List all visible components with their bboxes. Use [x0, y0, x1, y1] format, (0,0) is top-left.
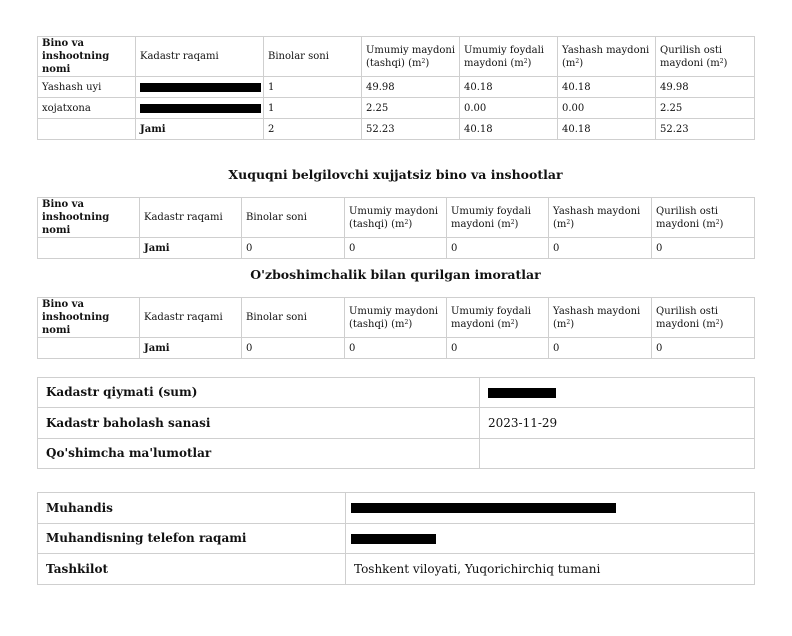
total-count: 0	[242, 338, 345, 359]
cell-footprint: 2.25	[656, 98, 755, 119]
header-footprint: Qurilish osti maydoni $(m^2)$	[652, 198, 755, 238]
cell-total: 49.98	[362, 77, 460, 98]
total-label: Jami	[140, 338, 242, 359]
table-row	[38, 98, 755, 119]
organization-label: Tashkilot	[38, 554, 346, 585]
cell-useful: 0.00	[460, 98, 558, 119]
header-footprint: Qurilish osti maydoni $(m^2)$	[656, 37, 755, 77]
total-label: Jami	[136, 119, 264, 140]
cell-living: 0.00	[558, 98, 656, 119]
total-living: 0	[549, 338, 652, 359]
header-footprint: Qurilish osti maydoni $(m^2)$	[652, 298, 755, 338]
header-total-area: Umumiy maydoni (tashqi) $(m^2)$	[362, 37, 460, 77]
table-header-row	[38, 37, 755, 77]
info-row	[38, 408, 755, 439]
header-name: Bino va inshootning nomi	[38, 198, 140, 238]
total-total: 0	[345, 338, 447, 359]
cadastre-value-label: Kadastr qiymati (sum)	[38, 378, 480, 408]
total-total: 0	[345, 238, 447, 259]
header-useful-area: Umumiy foydali maydoni $(m^2)$	[447, 298, 549, 338]
total-total: 52.23	[362, 119, 460, 140]
cell-footprint: 49.98	[656, 77, 755, 98]
engineer-phone-label: Muhandisning telefon raqami	[38, 524, 346, 554]
cell-kadastr-redacted	[136, 77, 264, 98]
table-header-row	[38, 298, 755, 338]
cadastre-value-redacted	[480, 378, 755, 408]
info-row	[38, 554, 755, 585]
header-name: Bino va inshootning nomi	[38, 37, 136, 77]
header-living-area: Yashash maydoni $(m^2)$	[549, 198, 652, 238]
table-row	[38, 77, 755, 98]
total-label: Jami	[140, 238, 242, 259]
extra-info-value	[480, 439, 755, 469]
header-useful-area: Umumiy foydali maydoni $(m^2)$	[460, 37, 558, 77]
info-row	[38, 378, 755, 408]
total-living: 0	[549, 238, 652, 259]
table-total-row	[38, 238, 755, 259]
total-count: 2	[264, 119, 362, 140]
cadastre-date-label: Kadastr baholash sanasi	[38, 408, 480, 439]
info-row	[38, 524, 755, 554]
total-useful: 0	[447, 338, 549, 359]
total-living: 40.18	[558, 119, 656, 140]
cell-name: Yashash uyi	[38, 77, 136, 98]
cell-count: 1	[264, 98, 362, 119]
section-title-unauthorized: O'zboshimchalik bilan qurilgan imoratlar	[250, 267, 541, 282]
total-useful: 0	[447, 238, 549, 259]
header-total-area: Umumiy maydoni (tashqi) $(m^2)$	[345, 198, 447, 238]
cell-total: 2.25	[362, 98, 460, 119]
section-title-undocumented: Xuquqni belgilovchi xujjatsiz bino va inshootlar	[228, 167, 563, 182]
engineer-phone-redacted	[346, 524, 755, 554]
header-kadastr: Kadastr raqami	[136, 37, 264, 77]
undocumented-buildings-table	[37, 197, 755, 259]
header-kadastr: Kadastr raqami	[140, 198, 242, 238]
cell-name: xojatxona	[38, 98, 136, 119]
header-total-area: Umumiy maydoni (tashqi) $(m^2)$	[345, 298, 447, 338]
cell-kadastr-redacted	[136, 98, 264, 119]
total-footprint: 0	[652, 338, 755, 359]
info-row	[38, 493, 755, 524]
header-kadastr: Kadastr raqami	[140, 298, 242, 338]
cadastre-date-value: 2023-11-29	[480, 408, 755, 439]
info-row	[38, 439, 755, 469]
engineer-info-table	[37, 492, 755, 585]
header-name: Bino va inshootning nomi	[38, 298, 140, 338]
table-total-row	[38, 338, 755, 359]
header-count: Binolar soni	[264, 37, 362, 77]
header-count: Binolar soni	[242, 198, 345, 238]
total-footprint: 52.23	[656, 119, 755, 140]
cell-count: 1	[264, 77, 362, 98]
organization-value: Toshkent viloyati, Yuqorichirchiq tumani	[346, 554, 755, 585]
cell-useful: 40.18	[460, 77, 558, 98]
total-count: 0	[242, 238, 345, 259]
unauthorized-buildings-table	[37, 297, 755, 359]
total-useful: 40.18	[460, 119, 558, 140]
cadastre-info-table	[37, 377, 755, 469]
total-footprint: 0	[652, 238, 755, 259]
header-useful-area: Umumiy foydali maydoni $(m^2)$	[447, 198, 549, 238]
engineer-label: Muhandis	[38, 493, 346, 524]
cell-living: 40.18	[558, 77, 656, 98]
table-header-row	[38, 198, 755, 238]
buildings-table	[37, 36, 755, 140]
header-count: Binolar soni	[242, 298, 345, 338]
header-living-area: Yashash maydoni $(m^2)$	[558, 37, 656, 77]
extra-info-label: Qo'shimcha ma'lumotlar	[38, 439, 480, 469]
engineer-value-redacted	[346, 493, 755, 524]
header-living-area: Yashash maydoni $(m^2)$	[549, 298, 652, 338]
table-total-row	[38, 119, 755, 140]
